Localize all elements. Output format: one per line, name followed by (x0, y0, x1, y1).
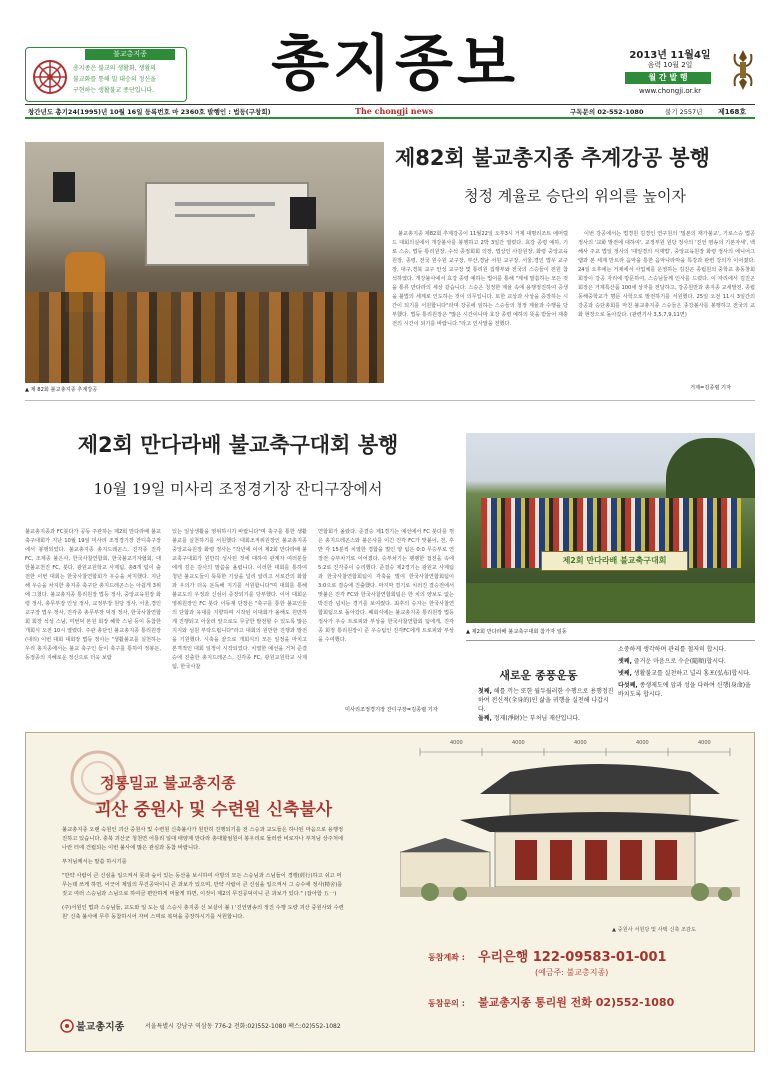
team-banner (541, 551, 688, 571)
campaign-item-text: 정재(淨財)는 부처님 재산입니다. (493, 715, 580, 722)
ad-footer-address: 서울특별시 강남구 역삼동 776-2 전화:02)552-1080 팩스:02)552-1082 (145, 1023, 341, 1030)
ad-title-top: 정통밀교 불교총지종 (100, 774, 236, 792)
campaign-item-label: 셋째, (618, 658, 632, 665)
account-holder: (예금주: 불교총지종) (535, 968, 609, 977)
info-bar-left: 창간년도 총기24(1995)년 10월 16일 등록번호 마 2360호 발행인 : 법등(구창회) (28, 108, 271, 116)
campaign-item (618, 669, 755, 678)
article2-column: 불교총지종과 FC붓다가 공동 주관하는 제2회 만다라배 불교축구대회가 지난 10월 19일 미사리 조정경기장 잔디축구장에서 봉행되었다. 불교총지종 총지드레곤스, 진각종 진각 FC, 조계종 불은사, 한국사찰연합회, 한국불교기자협회, 대한불교천진 FC, 붓다, 광원교원학교 사제팀, 총8개 팀이 출전한 이번 대회는 한국사찰연합회가 우승을 차지했다. 지난 해 우승을 차지한 총지종 축구단 총지드레곤스는 아쉽게 3위에 그쳤다. 불교총지종 통리원장 법등 정사, 중앙교육원장 화령 정사, 총무부장 인성 정사, 교정부장 원당 정사, 서울,경인 교구장 법우 정사, 진각종 총무부장 덕정 정사, 한국사찰연합회 회장 석성 스님, 미번덕 본원 회장 혜학 스님 등이 동참한 개회식 오전 10시 열렸다. 주관 총단인 불교총지종 통리원장(대리) 이번 대회 대회장 법등 정사는 "생활불교를 실천하는 우리 총지종에서는 불교 축구인 들이 축구를 통하여 정봉돈, 동정종의 지혜로운 정신으로 더욱 보람 (25, 529, 161, 661)
campaign-item-text: 해를 끼는 또한 월두월러한 수행으로 용행정진하여 전신적(全身的)인 삶을 귀행을 실천해 나갑시다. (478, 688, 614, 713)
ad-paragraph: (주)서원인 법과 스승님들, 교도와 일 도는 팀 스승시 총지종 신 보살이 불 ) '진언염송의 정진 수행 도량 괴산 중원사와 수련원' 신축 불사에 무루 동참하시어 자비 스며로 복덕을 증장하시기를 서원합니다. (62, 905, 344, 920)
section-rule (25, 400, 755, 401)
info-bar-buddhist-year: 불기 2557년 (665, 108, 703, 116)
website: www.chongji.or.kr (639, 87, 701, 95)
dim-label: 4000 (512, 740, 525, 746)
photo-caption: ▲ 제 82회 불교총지종 추계강공 (25, 387, 98, 393)
campaign-list-right (618, 645, 755, 699)
soccer-photo-caption: ▲ 제2회 만다라배 불교축구대회 참가자 일동 (466, 629, 567, 635)
info-bar-bottom-rule (25, 117, 755, 119)
campaign-item (478, 714, 614, 723)
campaign-item (618, 681, 755, 699)
soccer-team-photo (466, 433, 755, 623)
frequency-badge: 월 간 발 행 (625, 72, 711, 84)
dim-label: 4000 (636, 740, 649, 746)
campaign-item-text: 생활불교를 실천하고 널리 홍포(弘布)합시다. (633, 670, 751, 677)
account-label: 동참계좌 : (428, 953, 465, 962)
contact-value: 불교총지종 통리원 전화 02)552-1080 (478, 996, 675, 1009)
campaign-list-left (478, 687, 614, 723)
campaign-item-label: 첫째, (478, 688, 492, 695)
info-bar-top-rule (25, 104, 755, 105)
motto-title: 불교총지종 (85, 49, 175, 60)
ad-footer-logo: 불교총지종 (76, 1022, 125, 1033)
dim-label: 4000 (698, 740, 711, 746)
campaign-item-label: 넷째, (618, 670, 632, 677)
article1-column: 불교총지종 제82회 추계강공이 11월22일 오후3시 거제 대명리조트 에머럴드 대회의실에서 개강불사를 봉행하고 2박 3일간 열렸다. 효강 종령 예하, 기로 스승, 법등 통리원장, 수석 종정회회 의장, 법상인 사감원장, 화령 중앙교육원장, 종령, 전국 원수원 교구장, 부산,경남 서원 교구장, 서울,경인 법우 교구장, 대구,경북 교구 안성 교구장 및 통리원 집행부와 전국의 스승들이 전원 참석하였다. 개강불사에서 효강 종령 예하는 법어를 통해 "계체 말씀하는 모든 것을 통류 만다라의 세상 같습니다. 스승은 청정한 계율 속에 용행정진하여 증생을 불법의 세계로 인도하는 것이 의무입니다. 또한 교상과 사상을 증장하는 시간이 되기를 서원합니다"라며 강공에 임하는 스승들의 청정 계율과 수행을 당부했다. 법등 통리원장은 "많은 시간이나마 효강 종령 예하의 뜻을 받들어 재충전의 시간이 되기를 바랍니다."라고 인사말을 전했다. (392, 231, 568, 327)
campaign-title: 새로운 종풍운동 (499, 669, 578, 682)
motto-line: 구현하는 생활불교 종단입니다. (73, 87, 155, 94)
ad-footer-logo-icon (60, 1018, 74, 1037)
article1-subhead: 청정 계율로 승단의 위의를 높이자 (464, 187, 686, 205)
ad-title-main: 괴산 중원사 및 수련원 신축불사 (95, 800, 333, 820)
lecture-hall-photo (25, 142, 384, 383)
dim-label: 4000 (574, 740, 587, 746)
motto-line: 불교화를 통해 밀 대승의 정신을 (73, 76, 156, 83)
article2-headline: 제2회 만다라배 불교축구대회 봉행 (77, 433, 399, 457)
article1-column: 이번 강공에서는 법경원 김경인 연구원의 '밀본의 재가불교', 기로스승 법공 정사의 '교화 발전에 대하여', 교정부원 원당 정사의 '진언 염송의 기본자세', 백해사 주교 법일 정사의 '대일경의 식재법', 중앙교육원장 화령 정사의 에니어그램과 본 세계 만트라 음악을 통한 음악나라마을 특강과 관련 강의가 이어졌다. 24일 오후에는 거제에서 사업체를 운영하는 김진곤 종립원의 중학교 총동창회 회장이 강공 자리에 방문하여, 스승님들께 인사를 드렸다. 이 자리에서 김진곤 회장은 거제특산품 100세 상자를 전달하고, 강공원만과 총지종 교세발전, 종립 동해중학교가 명문 사학으로 발전하기를 서원했다. 25일 오전 11시 3일간의 강공과 승단총회를 마친 불교총지종 스승들은 종강불사를 봉행하고 전국의 교화 현장으로 돌아갔다. (관련기사 3,5,7,9,11면) (578, 231, 755, 318)
drawing-caption: ▲ 중원사 서원당 및 사택 신축 조감도 (612, 927, 697, 933)
article1-byline: 거제=김종렬 기자 (690, 385, 732, 391)
issue-date: 2013년 11월4일 (629, 50, 711, 61)
ad-body (62, 826, 344, 922)
paper-title: 총지종보 (271, 29, 519, 99)
ad-paragraph: 부처님께서는 말씀 하시기를 (62, 859, 127, 865)
dim-label: 4000 (450, 740, 463, 746)
campaign-item (478, 687, 614, 714)
team-banner-text: 제2회 만다라배 불교축구대회 (562, 556, 667, 565)
info-bar-subscribe: 구독문의 02-552-1080 (570, 108, 644, 116)
campaign-item-text: 종생제도에 앞과 성을 다하여 신행(身命)을 바치도록 합시다. (618, 682, 751, 698)
campaign-item (618, 645, 755, 654)
campaign-item-label: 둘째, (478, 715, 492, 722)
account-value: 우리은행 122-09583-01-001 (478, 950, 667, 965)
article2-column: 연합회가 올랐다. 준결승 제1경기는 예선에서 FC 붓다를 꺾은 총지드레곤스와 불은사를 이긴 진각 FC가 맞붙어, 전, 후반 각 15분씩 치열한 경합을 벌인 양 팀은 0:0 무승부로 연장전 승부차기로 이어졌다. 승부차기는 팽팽한 접전을 속에 5:2로 진각종이 승리했다. 준결승 제2경기는 광원교 사제팀과 한국사찰연합회팀이 각축을 벌여 한국사찰연합회팀이 3:0으로 결승에 진출했다. 마지막 결기로 치러진 결승전에서 맞붙은 진각 FC와 한국사찰연합회팀은 한 치의 양보도 없는 박진감 넘치는 경기를 보여줬다. 최후의 승자는 한국사찰연합회팀으로 돌아갔다. 폐회식에는 불교총지종 통리원장 법등 정사가 우승 트로피와 부상을 한국사찰연합회 팀에게, 진각종 회정 통리원장이 준 우승팀인 진각FC에게 트로피와 부상을 수여했다. (318, 529, 454, 643)
motto-line: 총지종은 불교의 생활화, 생활의 (73, 65, 156, 72)
ad-paragraph: "만약 사람이 큰 신심을 일으켜서 못과 숲이 있는 동산을 보시하여 사방의 모든 스승님과 스님들이 경행(經行)하고 쉬고 머무는데 쓰게 하면, 어긋어 제일의 무진공덕이니 큰 과보가 있으며, 만약 사람이 큰 신심을 일으켜서 그 승수에 정사(精舍)를 짓고 여러 스승님과 스님으로 하여금 편안하게 머물게 하면, 이것이 제2의 무진공덕이니 큰 과보가 있다." (잡아함 五一) (62, 873, 343, 897)
temple-drawing (400, 742, 740, 922)
campaign-item-text: 소중하게 생각하며 관리를 철저히 합시다. (618, 646, 727, 653)
campaign-item (618, 657, 755, 666)
vajra-icon (731, 48, 755, 96)
ad-paragraph: 불교총지종 오랜 숙원인 괴산 중원사 및 수련원 신축불사가 원만히 진행되기를 전 스승과 교도들은 하나된 마음으로 용행정진하고 있습니다. 충북 괴산군 청천면 어룡리 일대 태양계 만다라 총대할엄원이 봉우리로 둘러싼 비로자나 부처님 상주처에 나란 터에 건립되는 이번 불사에 많은 관심과 동참 바랍니다. (62, 827, 344, 851)
article1-headline: 제82회 불교총지종 추계강공 봉행 (395, 146, 710, 170)
motto-lines (73, 63, 183, 96)
campaign-item-text: 즐거운 마음으로 수순(隨順)합시다. (633, 658, 726, 665)
info-bar-issue: 제168호 (718, 108, 747, 116)
article2-subhead: 10월 19일 미사리 조정경기장 잔디구장에서 (93, 480, 383, 498)
article2-column: 있는 일상생활을 영위하시기 바랍니다"며 축구를 통한 생활불교를 실천하기를 서원했다. 대회조직위원장인 불교총지종 중앙교육원장 화령 정사는 "작년에 이어 제2회 만다라배 불교축구대회가 원만히 성사된 것에 대하여 관계자 여러분들에게 깊은 감사의 말씀을 올립니다. 이러한 대회를 통하여 청년 불교도들이 뚝뚝한 기상을 널리 알리고 서로간의 화합과 우의가 더욱 돈독해 지기를 서원합니다"며 대회를 통해 불교도의 우정과 신심이 증장되기를 당부했다. 이어 대회운영위원장인 FC 붓다 이동재 단장은 "축구를 통한 불교인들의 단합과 유대를 지향하며 시작된 이대회가 올해도 원만하게 진행되고 아울러 앞으로도 무궁한 발전할 수 있도록 많은 지지와 성원 부탁드립니다"라고 대회의 원만한 진행과 발전을 기원했다. 시축을 끝으로 개회식의 모든 일정을 마치고 본격적인 대회 일정이 시작되었다. 치열한 예선을 거쳐 준결승에 진출한 총지드레곤스, 진각종 FC, 광원교원학교 사제팀, 한국사찰 (172, 529, 307, 670)
dharma-wheel-icon (30, 57, 70, 101)
article2-byline: 미사리조정경기장 잔디구장=김종렬 기자 (345, 707, 438, 713)
info-bar-center: The chongji news (355, 106, 434, 116)
campaign-item-label: 다섯째, (618, 682, 638, 689)
contact-label: 동참문의 : (428, 999, 465, 1008)
lunar-date: 음력 10월 2일 (647, 61, 693, 69)
